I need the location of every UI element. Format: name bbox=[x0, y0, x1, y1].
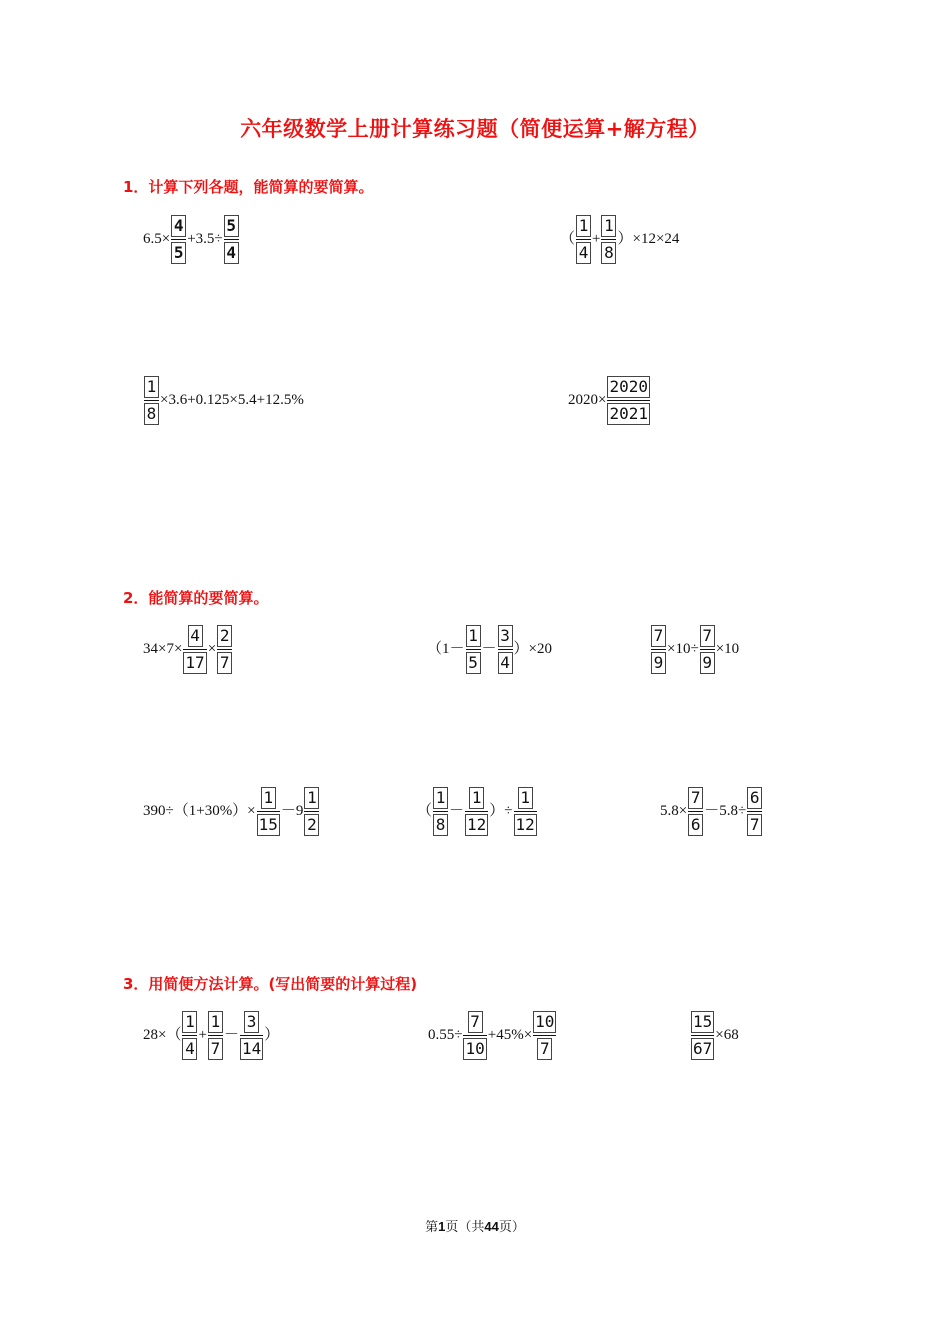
expression-text: × bbox=[207, 641, 217, 657]
fraction bbox=[700, 625, 715, 674]
fraction-numerator: 1 bbox=[469, 787, 484, 809]
fraction-denominator: 8 bbox=[144, 403, 159, 425]
fraction-denominator: 12 bbox=[467, 815, 487, 834]
fraction-numerator: 1 bbox=[433, 787, 448, 809]
fraction-numerator: 3 bbox=[498, 625, 513, 647]
fraction-denominator: 17 bbox=[185, 653, 205, 672]
fraction-numerator: 10 bbox=[535, 1012, 555, 1031]
section-1-heading: 1．计算下列各题，能简算的要简算。 bbox=[123, 178, 374, 196]
fraction-bar bbox=[257, 811, 280, 812]
fraction-denominator: 8 bbox=[433, 814, 448, 836]
expression-text: ×68 bbox=[715, 1027, 739, 1043]
page-title: 六年级数学上册计算练习题（简便运算+解方程） bbox=[240, 117, 710, 141]
fraction bbox=[688, 787, 703, 836]
page-footer bbox=[0, 1216, 950, 1235]
expression-text: + bbox=[198, 1027, 207, 1043]
fraction bbox=[601, 215, 616, 264]
fraction-numerator: 2020 bbox=[609, 377, 648, 396]
fraction-bar bbox=[601, 239, 616, 240]
expression-text: －9 bbox=[280, 803, 304, 819]
fraction-numerator: 7 bbox=[468, 1011, 483, 1033]
fraction-denominator: 8 bbox=[601, 242, 616, 264]
fraction-denominator: 6 bbox=[688, 814, 703, 836]
fraction bbox=[607, 376, 650, 425]
expression-text: ×10÷ bbox=[667, 641, 699, 657]
problem bbox=[143, 787, 320, 836]
problem bbox=[650, 625, 739, 674]
fraction-bar bbox=[691, 1035, 714, 1036]
expression-text: －5.8÷ bbox=[704, 803, 747, 819]
problem bbox=[143, 625, 233, 674]
fraction-denominator: 4 bbox=[182, 1038, 197, 1060]
fraction-bar bbox=[433, 811, 448, 812]
fraction-numerator: 1 bbox=[601, 215, 616, 237]
fraction-numerator: 1 bbox=[304, 787, 319, 809]
fraction-denominator: 7 bbox=[217, 652, 232, 674]
fraction bbox=[240, 1011, 263, 1060]
expression-text: － bbox=[481, 641, 497, 657]
expression-text: 390÷（1+30%）× bbox=[143, 803, 256, 819]
fraction bbox=[465, 787, 488, 836]
fraction-numerator: 1 bbox=[576, 215, 591, 237]
expression-text: ）×12×24 bbox=[617, 231, 680, 247]
fraction-bar bbox=[208, 1035, 223, 1036]
fraction-numerator: 1 bbox=[182, 1011, 197, 1033]
fraction bbox=[533, 1011, 556, 1060]
problem bbox=[417, 787, 538, 836]
fraction bbox=[498, 625, 513, 674]
fraction-bar bbox=[182, 1035, 197, 1036]
fraction-bar bbox=[240, 1035, 263, 1036]
fraction bbox=[651, 625, 666, 674]
fraction bbox=[144, 376, 159, 425]
fraction-denominator: 9 bbox=[651, 652, 666, 674]
fraction bbox=[182, 1011, 197, 1060]
fraction-bar bbox=[514, 811, 537, 812]
fraction-denominator: 14 bbox=[241, 1039, 262, 1058]
fraction-denominator: 9 bbox=[700, 652, 715, 674]
problem bbox=[428, 1011, 557, 1060]
expression-text: 6.5× bbox=[143, 231, 171, 247]
fraction-bar bbox=[217, 649, 232, 650]
footer-middle: 页（共 bbox=[445, 1219, 485, 1234]
fraction-numerator: 3 bbox=[244, 1011, 259, 1033]
expression-text: 2020× bbox=[568, 392, 607, 408]
fraction-numerator: 2 bbox=[217, 625, 232, 647]
fraction-bar bbox=[533, 1035, 556, 1036]
expression-text: + bbox=[592, 231, 601, 247]
fraction bbox=[304, 787, 319, 836]
fraction-numerator: 1 bbox=[144, 376, 159, 398]
expression-text: ） bbox=[264, 1027, 280, 1043]
problem bbox=[690, 1011, 739, 1060]
expression-text: 5.8× bbox=[660, 803, 688, 819]
fraction bbox=[208, 1011, 223, 1060]
fraction-numerator: 7 bbox=[700, 625, 715, 647]
fraction-numerator: 1 bbox=[466, 625, 481, 647]
footer-total-pages: 44 bbox=[484, 1219, 499, 1234]
expression-text: （1－ bbox=[427, 641, 465, 657]
expression-text: ×3.6+0.125×5.4+12.5% bbox=[160, 392, 304, 408]
fraction-bar bbox=[183, 649, 206, 650]
expression-text: ）÷ bbox=[489, 803, 513, 819]
fraction-denominator: 15 bbox=[258, 815, 278, 834]
fraction-denominator: 2021 bbox=[609, 404, 648, 423]
expression-text: +3.5÷ bbox=[187, 231, 223, 247]
expression-text: （ bbox=[417, 803, 433, 819]
fraction-numerator: 5 bbox=[224, 215, 239, 237]
fraction bbox=[466, 625, 481, 674]
fraction-bar bbox=[607, 400, 650, 401]
fraction-denominator: 7 bbox=[208, 1038, 223, 1060]
section-2-heading: 2．能简算的要简算。 bbox=[123, 589, 269, 607]
fraction-numerator: 6 bbox=[747, 787, 762, 809]
fraction-denominator: 4 bbox=[576, 242, 591, 264]
fraction-denominator: 12 bbox=[515, 815, 535, 834]
fraction-bar bbox=[688, 811, 703, 812]
fraction-bar bbox=[651, 649, 666, 650]
expression-text: － bbox=[449, 803, 465, 819]
fraction-bar bbox=[304, 811, 319, 812]
expression-text: 0.55÷ bbox=[428, 1027, 463, 1043]
fraction-bar bbox=[498, 649, 513, 650]
expression-text: +45%× bbox=[487, 1027, 533, 1043]
fraction-denominator: 7 bbox=[537, 1038, 552, 1060]
fraction-bar bbox=[224, 239, 239, 240]
problem bbox=[143, 215, 240, 264]
fraction-denominator: 5 bbox=[466, 652, 481, 674]
fraction bbox=[224, 215, 239, 264]
fraction bbox=[514, 787, 537, 836]
problem bbox=[568, 376, 651, 425]
fraction-numerator: 7 bbox=[651, 625, 666, 647]
fraction-bar bbox=[700, 649, 715, 650]
fraction-bar bbox=[463, 1035, 486, 1036]
fraction-bar bbox=[171, 239, 186, 240]
fraction-denominator: 4 bbox=[498, 652, 513, 674]
expression-text: （ bbox=[560, 231, 576, 247]
section-3-heading: 3．用简便方法计算。(写出简要的计算过程) bbox=[123, 975, 418, 993]
fraction-bar bbox=[144, 400, 159, 401]
fraction-denominator: 10 bbox=[465, 1039, 485, 1058]
fraction bbox=[747, 787, 762, 836]
fraction bbox=[257, 787, 280, 836]
fraction-bar bbox=[747, 811, 762, 812]
fraction bbox=[691, 1011, 714, 1060]
fraction-numerator: 4 bbox=[188, 625, 203, 647]
fraction-numerator: 1 bbox=[208, 1011, 223, 1033]
fraction-numerator: 7 bbox=[688, 787, 703, 809]
fraction-numerator: 15 bbox=[693, 1012, 713, 1031]
fraction bbox=[183, 625, 206, 674]
fraction bbox=[576, 215, 591, 264]
fraction-numerator: 1 bbox=[261, 787, 276, 809]
footer-prefix: 第 bbox=[425, 1219, 439, 1234]
problem bbox=[660, 787, 763, 836]
footer-page-number: 1 bbox=[438, 1219, 446, 1234]
fraction-bar bbox=[466, 649, 481, 650]
fraction-bar bbox=[465, 811, 488, 812]
footer-suffix: 页） bbox=[498, 1219, 525, 1234]
expression-text: － bbox=[223, 1027, 239, 1043]
fraction bbox=[433, 787, 448, 836]
expression-text: 34×7× bbox=[143, 641, 183, 657]
fraction bbox=[171, 215, 186, 264]
expression-text: ×10 bbox=[715, 641, 740, 657]
fraction-denominator: 7 bbox=[747, 814, 762, 836]
fraction-denominator: 5 bbox=[171, 242, 186, 264]
problem bbox=[143, 1011, 279, 1060]
fraction-denominator: 4 bbox=[224, 242, 239, 264]
fraction bbox=[217, 625, 232, 674]
problem bbox=[427, 625, 552, 674]
fraction-bar bbox=[576, 239, 591, 240]
fraction-denominator: 2 bbox=[304, 814, 319, 836]
problem bbox=[143, 376, 304, 425]
fraction bbox=[463, 1011, 486, 1060]
fraction-numerator: 4 bbox=[171, 215, 186, 237]
expression-text: ）×20 bbox=[513, 641, 552, 657]
problem bbox=[560, 215, 679, 264]
fraction-denominator: 67 bbox=[693, 1039, 713, 1058]
expression-text: 28×（ bbox=[143, 1027, 182, 1043]
fraction-numerator: 1 bbox=[518, 787, 533, 809]
